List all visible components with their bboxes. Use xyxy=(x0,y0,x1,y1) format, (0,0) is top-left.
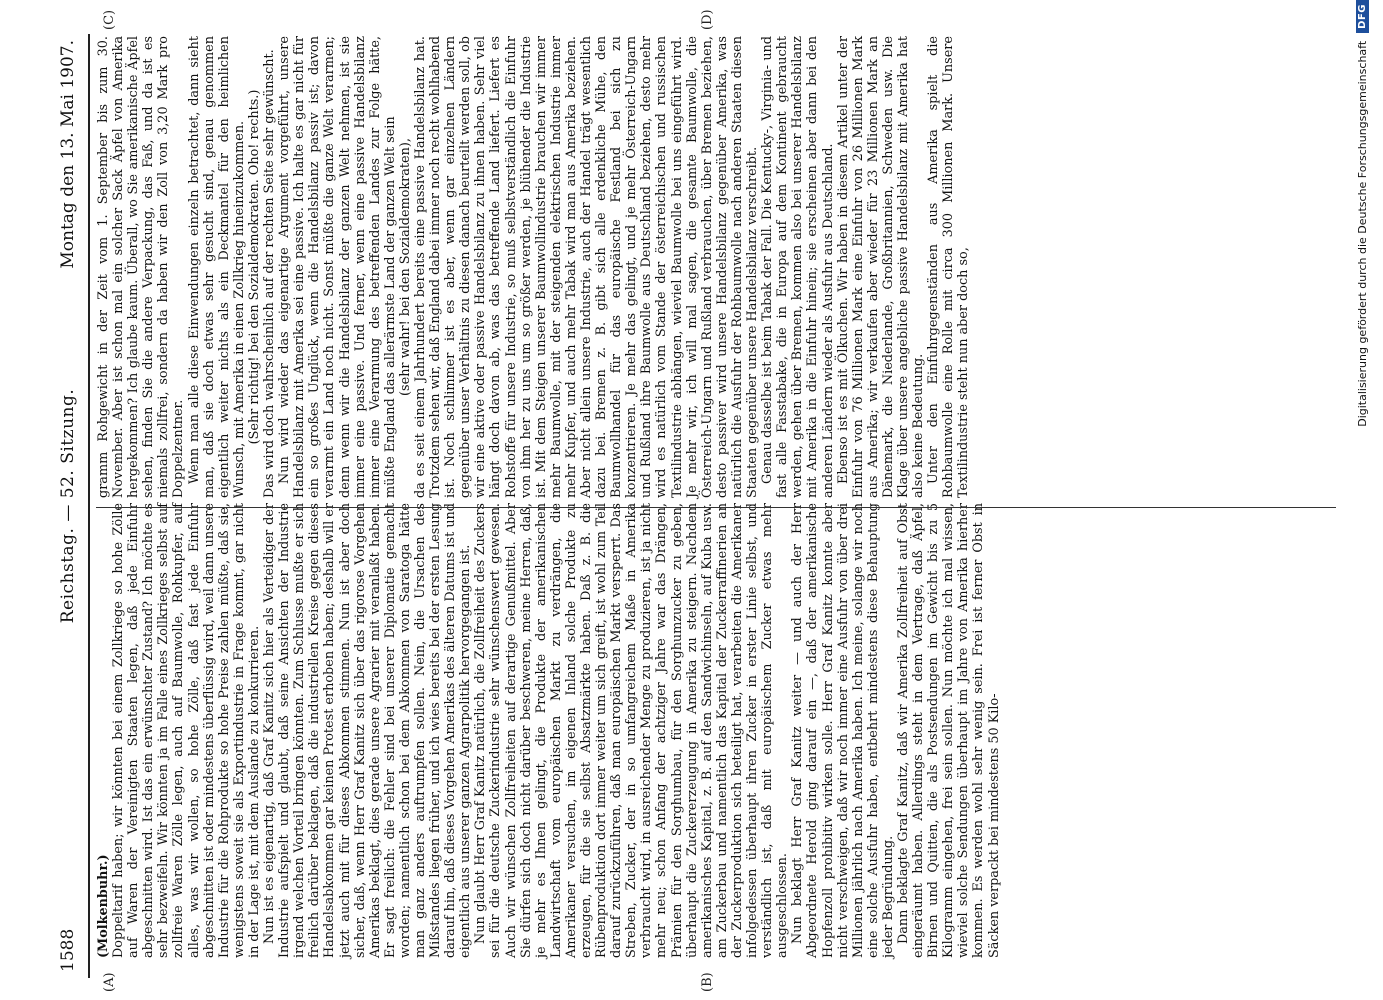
paragraph: Wenn man alle diese Einwendungen einzeln betrachtet, dann sieht man, daß sie doch etwas sehr gesucht sind, genau genommen eigentlich weiter nichts als ein Deckmantel für den heimlichen Wunsch, mit Amerika in einen Zollkrieg hineinzukommen. xyxy=(186,36,247,498)
page-header xyxy=(58,40,86,972)
paragraph: Unter den Einfuhrgegenständen aus Amerika spielt die Rohbaumwolle eine Rolle mit circa 300 Millionen Mark. Unsere Textilindustrie steht nun aber doch so, xyxy=(926,36,972,498)
column-divider xyxy=(96,507,1336,508)
header-rule xyxy=(88,34,90,978)
margin-mark-a: (A) xyxy=(102,972,117,992)
speaker-rubric: (Molkenbuhr.) xyxy=(96,854,111,958)
margin-mark-d: (D) xyxy=(700,9,715,30)
paragraph: Nun glaubt Herr Graf Kanitz natürlich, die Zollfreiheit des Zuckers sei für die deutsche Zuckerindustrie sehr wünschenswert gewesen. Auch wir wünschen Zollfreiheiten auf derartige Genußmittel. Aber Sie dürfen sich doch nicht darüber beschweren, meine Herren, daß, je mehr es Ihnen gelingt, die Produkte der amerikanischen Landwirtschaft vom europäischen Markt zu verdrängen, die Amerikaner versuchen, im eigenen Inland solche Produkte zu erzeugen, für die sie selbst Absatzmärkte haben. Daß z. B. die Rübenproduktion dort immer weiter um sich greift, ist wohl zum Teil darauf zurückzuführen, daß man europäischen Markt versperrt. Das Streben, Zucker, der in so umfangreichem Maße in Amerika verbraucht wird, in ausreichender Menge zu produzieren, ist ja nicht mehr neu; schon Anfang der achtziger Jahre war das Drängen, Prämien für den Sorghumbau, für den Sorghumzucker zu geben, überhaupt die Zuckererzeugung in Amerika zu steigern. Nachdem amerikanisches Kapital, z. B. auf den Sandwichinseln, auf Kuba usw. am Zuckerbau und namentlich das Kapital der Zuckerraffinerien an der Zuckerproduktion sich beteiligt hat, verarbeiten die Amerikaner infolgedessen überhaupt ihren Zucker in erster Linie selbst, und verständlich ist, daß mit europäischem Zucker etwas mehr ausgeschlossen. xyxy=(473,503,791,958)
paragraph: Das wird doch wahrscheinlich auf der rechten Seite sehr gewünscht. xyxy=(262,49,278,498)
interjection: (Sehr richtig! bei den Sozialdemokraten. Oho! rechts.) xyxy=(246,89,262,445)
digitization-credit xyxy=(1346,0,1378,1000)
paragraph: da es seit einem Jahrhundert bereits eine passive Handelsbilanz hat. Trotzdem sehen wir, daß England dabei immer noch recht wohlhabend ist. Noch schlimmer ist es aber, wenn gar einzelnen Ländern gegenüber unser Verhältnis zu diesen danach beurteilt werden soll, ob wir eine aktive oder passive Handelsbilanz zu ihnen haben. Sehr viel hängt doch davon ab, was das betreffende Land liefert. Liefert es Rohstoffe für unsere Industrie, so muß selbstverständlich die Einfuhr von ihm her zu uns um so größer werden, je blühender die Industrie ist. Mit dem Steigen unserer Baumwollindustrie brauchen wir immer mehr Baumwolle, mit der steigenden elektrischen Industrie immer mehr Kupfer, und auch mehr Tabak wird man aus Amerika beziehen. Aber nicht allein unsere Industrie, auch der Handel trägt wesentlich dazu bei. Bremen z. B. gibt sich alle erdenkliche Mühe, den Baumwollhandel für das europäische Festland bei sich zu konzentrieren. Je mehr das gelingt, und je mehr Österreich-Ungarn und Rußland ihre Baumwolle aus Deutschland beziehen, desto mehr wird es natürlich vom Stande der österreichischen und russischen Textilindustrie abhängen, wieviel Baumwolle bei uns eingeführt wird. Je mehr wir, ich will mal sagen, die gesamte Baumwolle, die Österreich-Ungarn und Rußland verbrauchen, über Bremen beziehen, desto passiver wird unsere Handelsbilanz gegenüber Amerika, was natürlich die Ausfuhr der Rohbaumwolle nach anderen Staaten diesen Staaten gegenüber unsere Handelsbilanz verschreibt. xyxy=(412,36,761,498)
margin-mark-c: (C) xyxy=(102,9,117,30)
dfg-logo: DFG xyxy=(1356,0,1369,33)
margin-mark-b: (B) xyxy=(700,972,715,992)
paragraph: Nun wird wieder das eigenartige Argument vorgeführt, unsere Handelsbilanz mit Amerika sei eine passive. Ich halte es gar nicht für ein so großes Unglück, wenn die Handelsbilanz passiv ist; davon verarmt ein Land noch nicht. Sonst müßte die ganze Welt verarmen; denn wenn wir die Handelsbilanz der ganzen Welt nehmen, ist sie immer eine passive. Und ferner, wenn eine passive Handelsbilanz immer eine Verarmung des betreffenden Landes zur Folge hätte, müßte England das allerärmste Land der ganzen Welt sein xyxy=(277,36,398,498)
credit-text: Digitalisierung gefördert durch die Deutsche Forschungsgemeinschaft xyxy=(1355,40,1369,427)
session-date: Montag den 13. Mai 1907. xyxy=(58,40,78,269)
paragraph: Dann beklagte Graf Kanitz, daß wir Amerika Zollfreiheit auf Obst eingeräumt haben. Allerdings steht in dem Vertrage, daß Äpfel, Birnen und Quitten, die als Postsendungen im Gewicht bis zu 5 Kilogramm eingehen, frei sein sollen. Nun möchte ich mal wissen, wieviel solche Sendungen überhaupt im Jahre von Amerika hierher kommen. Es werden wohl sehr wenig sein. Frei ist ferner Obst in Säcken verpackt bei mindestens 50 Kilo- xyxy=(895,503,1002,958)
paragraph: Nun ist es eigenartig, daß Graf Kanitz sich hier als Verteidiger der Industrie aufspielt und glaubt, daß seine Ansichten der Industrie irgend welchen Vorteil bringen könnten. Zum Schlusse mußte er sich freilich darüber beklagen, daß die industriellen Kreise gegen dieses Handelsabkommen gar keinen Protest erhoben haben; deshalb will er jetzt auch mit für dieses Abkommen stimmen. Nun ist aber doch sicher, daß, wenn Herr Graf Kanitz sich über das rigorose Vorgehen Amerikas beklagt, dies gerade unsere Agrarier mit veranlaßt haben. Er sagt freilich: die Fehler sind bei unserer Diplomatie gemacht worden; namentlich schon bei dem Abkommen von Saratoga hätte man ganz anders auftrumpfen sollen. Nein, die Ursachen des Mißstandes liegen früher, und ich wies bereits bei der ersten Lesung darauf hin, daß dieses Vorgehen Amerikas des älteren Datums ist und eigentlich aus unserer ganzen Agrarpolitik hervorgegangen ist. xyxy=(262,503,474,958)
paragraph: gramm Rohgewicht in der Zeit vom 1. September bis zum 30. November. Aber ist schon mal ein solcher Sack Äpfel von Amerika hergekommen? Ich glaube kaum. Überall, wo Sie amerikanische Äpfel sehen, finden Sie die andere Verpackung, das Faß, und da ist es niemals zollfrei, sondern da haben wir den Zoll von 3,20 Mark pro Doppelzentner. xyxy=(96,36,187,498)
left-column xyxy=(96,503,1002,958)
right-column xyxy=(96,36,971,498)
paragraph: Genau dasselbe ist beim Tabak der Fall. Die Kentucky-, Virginia- und fast alle Fasstabake, die in Europa auf dem Kontinent gebraucht werden, gehen über Bremen, kommen also bei unserer Handelsbilanz mit Amerika in die Einfuhr hinein; sie erscheinen aber dann bei den anderen Ländern wieder als Ausfuhr aus Deutschland. xyxy=(760,36,836,498)
paragraph: Nun beklagt Herr Graf Kanitz weiter — und auch der Herr Abgeordnete Herold ging darauf ein —, daß der amerikanische Hopfenzoll prohibitiv wirken solle. Herr Graf Kanitz konnte aber nicht verschweigen, daß wir noch immer eine Ausfuhr von über drei Millionen jährlich nach Amerika haben. Ich meine, solange wir noch eine solche Ausfuhr haben, entbehrt mindestens diese Behauptung jeder Begründung. xyxy=(790,503,896,958)
paragraph: Ebenso ist es mit Ölkuchen. Wir haben in diesem Artikel unter der Einfuhr von 76 Millionen Mark eine Einfuhr von 26 Millionen Mark aus Amerika; wir verkaufen aber wieder für 23 Millionen Mark an Dänemark, die Niederlande, Großbritannien, Schweden usw. Die Klage über unsere angebliche passive Handelsbilanz mit Amerika hat also keine Bedeutung. xyxy=(835,36,927,498)
session-title: Reichstag. — 52. Sitzung. xyxy=(58,388,78,624)
page-number: 1588 xyxy=(58,928,78,972)
interjection: (sehr wahr! bei den Sozialdemokraten), xyxy=(397,138,413,396)
paragraph: Doppeltarif haben; wir könnten bei einem Zollkriege so hohe Zölle auf Waren der Vereinigten Staaten legen, daß jede Einfuhr abgeschnitten wird. Ist das ein erwünschter Zustand? Ich möchte es sehr bezweifeln. Wir könnten ja im Falle eines Zollkrieges selbst auf zollfreie Waren Zölle legen, auch auf Baumwolle, Rohkupfer, auf alles, was wir wollen, so hohe Zölle, daß fast jede Einfuhr abgeschnitten ist oder mindestens überflüssig wird, weil dann unsere Industrie für die Rohprodukte so hohe Preise zahlen müßte, daß sie, wenigstens soweit sie als Exportindustrie in Frage kommt, gar nicht in der Lage ist, mit dem Auslande zu konkurrieren. xyxy=(111,503,262,958)
